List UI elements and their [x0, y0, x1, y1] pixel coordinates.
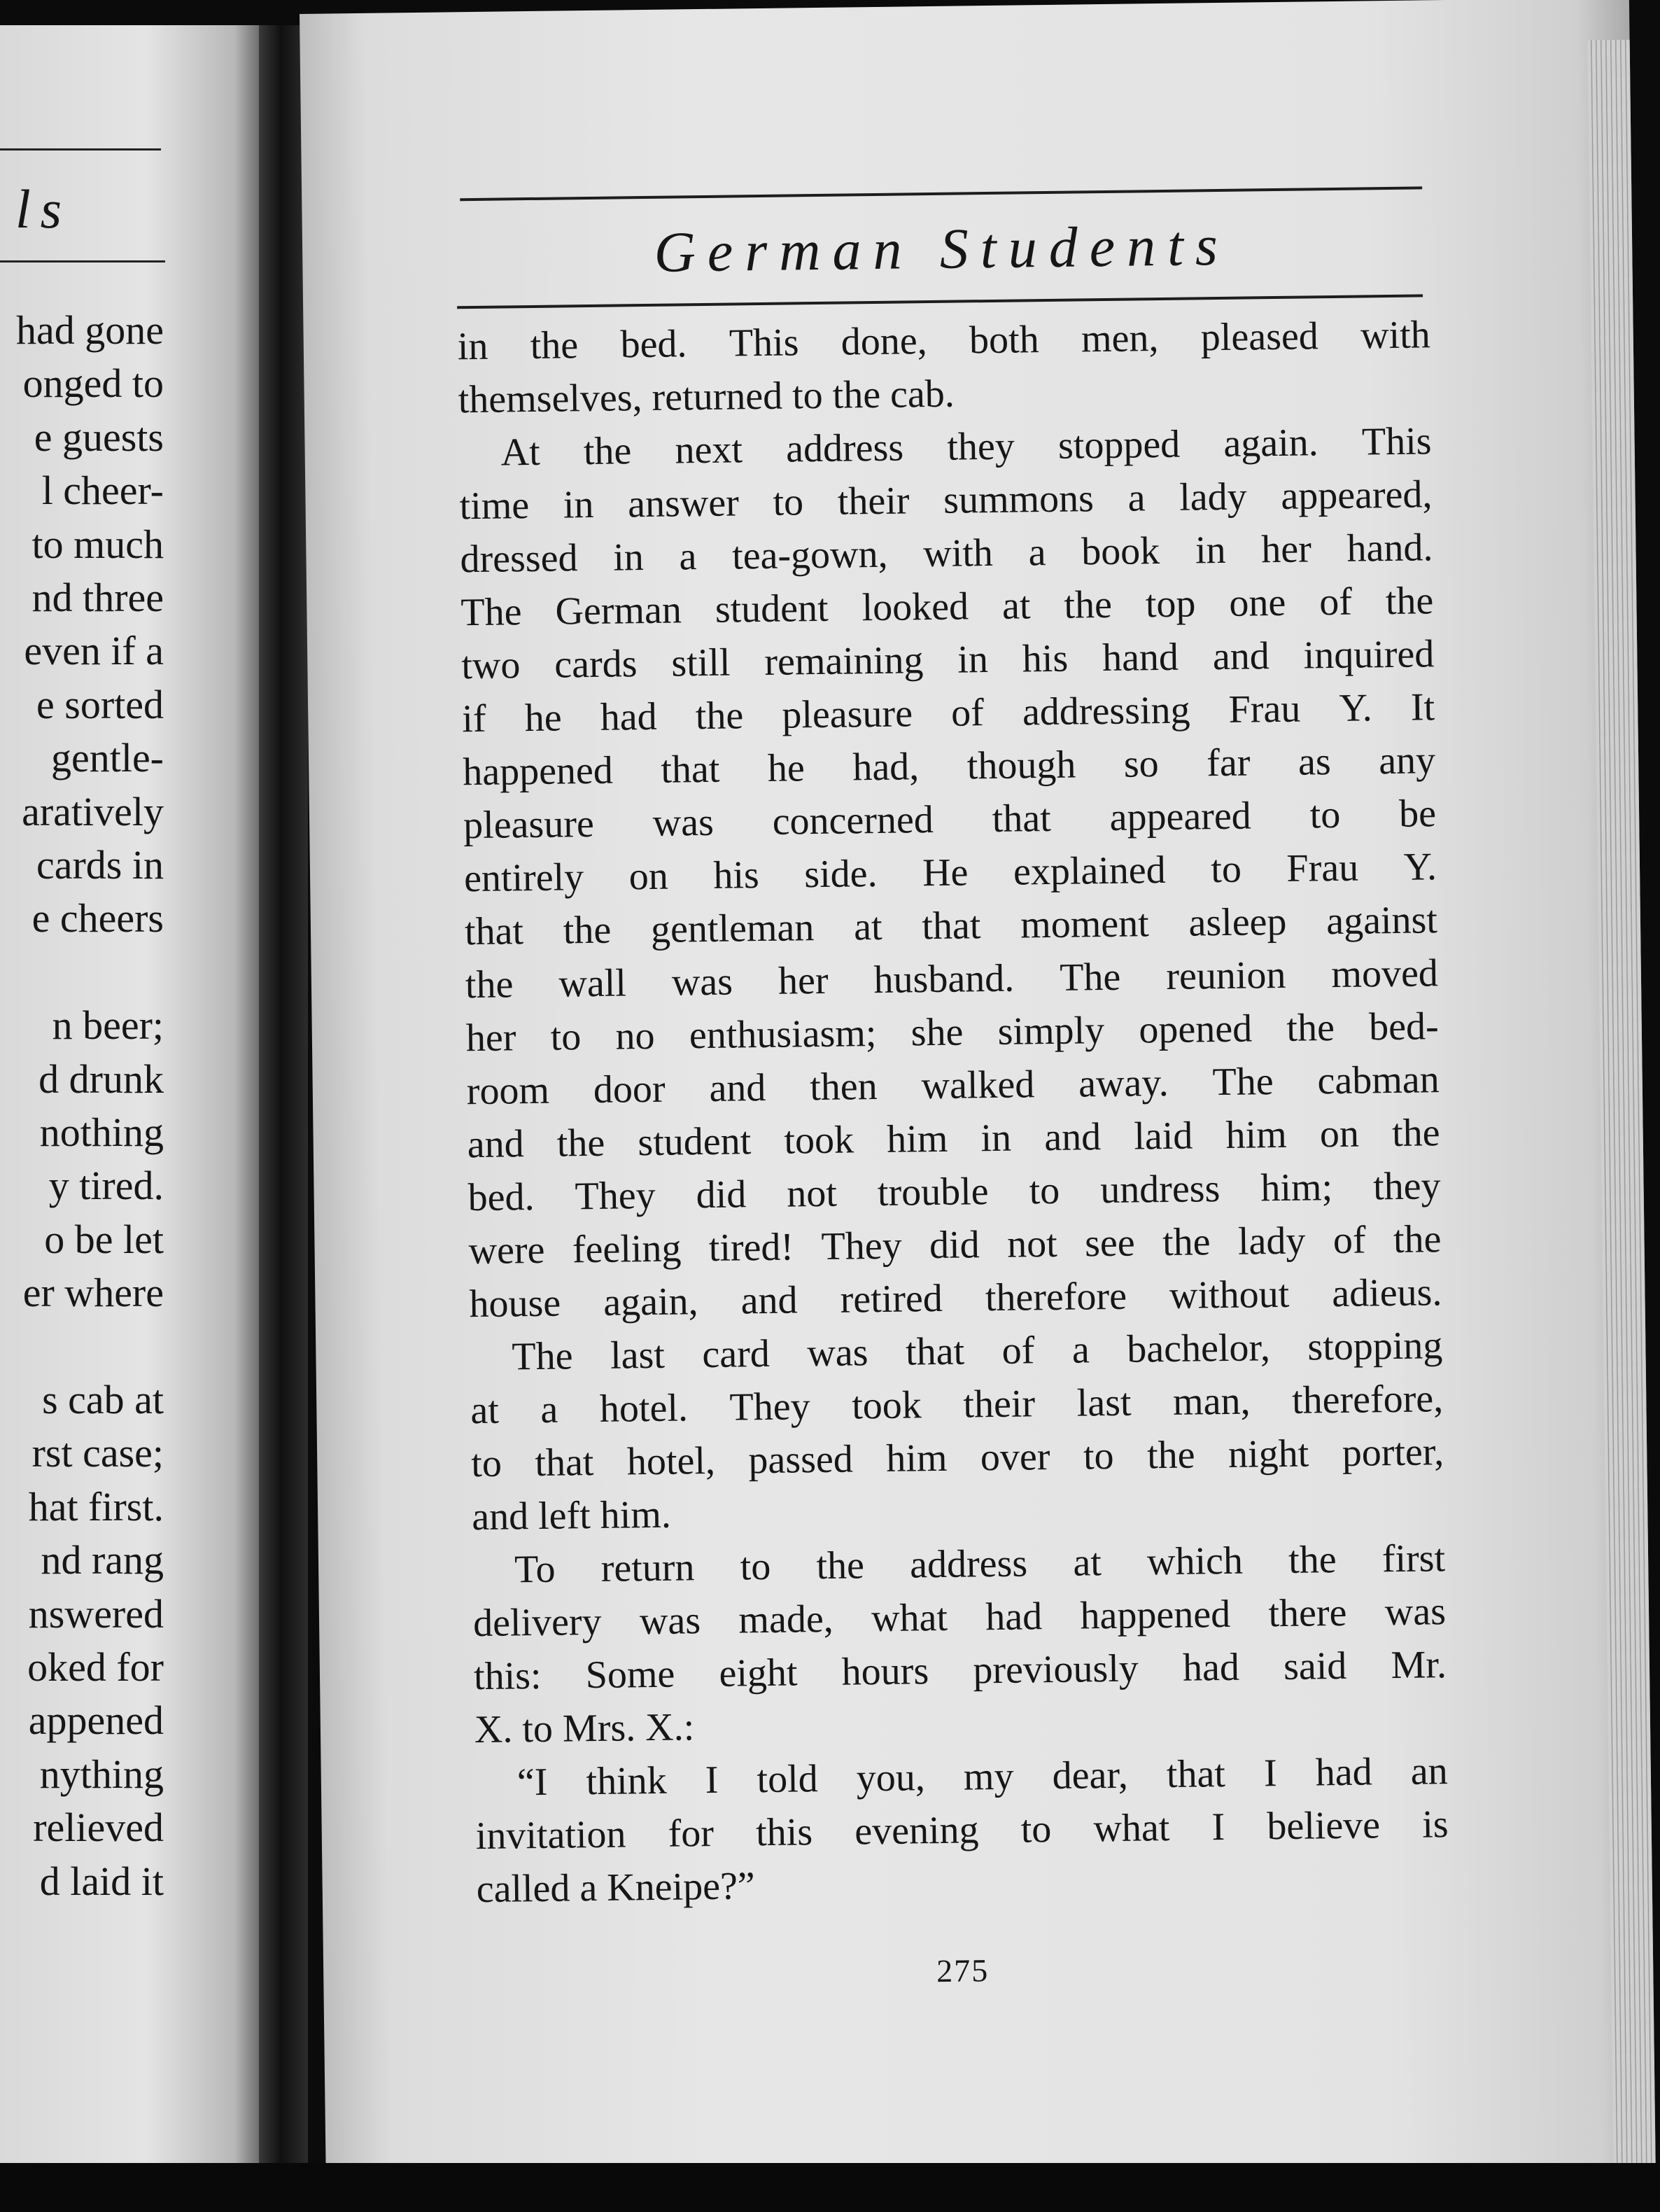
left-header-rule-top [0, 148, 161, 150]
text-line: called a Kneipe?” [476, 1864, 756, 1912]
left-text-line: e guests [34, 414, 164, 460]
left-text-line: rst case; [31, 1430, 164, 1476]
text-line: “I think I told you, my dear, that I had an [516, 1749, 1449, 1805]
text-line: two cards still remaining in his hand and inquired [461, 632, 1435, 688]
left-text-line: e sorted [36, 681, 164, 727]
text-line: this: Some eight hours previously had said Mr. [473, 1643, 1447, 1699]
text-line: if he had the pleasure of addressing Frau Y. It [461, 685, 1435, 741]
left-text-line: had gone [16, 307, 164, 353]
text-line: that the gentleman at that moment asleep against [464, 898, 1438, 954]
text-line: To return to the address at which the first [514, 1536, 1446, 1592]
body-text [457, 308, 1449, 1916]
text-line: at a hotel. They took their last man, therefore, [470, 1377, 1444, 1433]
left-text-line: d laid it [39, 1858, 164, 1904]
left-text-line: nything [39, 1751, 164, 1797]
left-text-line: nd rang [41, 1537, 164, 1583]
text-line: invitation for this evening to what I believe is [475, 1802, 1449, 1858]
text-line: time in answer to their summons a lady appeared, [459, 472, 1433, 528]
left-text-line: cards in [36, 842, 164, 888]
text-line: dressed in a tea-gown, with a book in her hand. [460, 526, 1433, 582]
text-line: The last card was that of a bachelor, stopping [512, 1324, 1443, 1379]
text-line: and left him. [471, 1492, 672, 1539]
text-line: themselves, returned to the cab. [458, 372, 955, 422]
left-text-line: relieved [33, 1805, 164, 1851]
left-text-line: e cheers [31, 895, 164, 941]
text-line: in the bed. This done, both men, pleased with [457, 313, 1431, 369]
text-line: X. to Mrs. X.: [474, 1705, 695, 1752]
left-text-line: s cab at [42, 1377, 164, 1422]
left-text-line: oked for [27, 1644, 164, 1690]
left-text-line: o be let [44, 1216, 164, 1262]
header-rule-bottom [457, 294, 1423, 309]
text-line: delivery was made, what had happened there was [472, 1590, 1447, 1646]
left-text-line: n beer; [52, 1002, 164, 1049]
text-line: entirely on his side. He explained to Frau Y. [463, 845, 1437, 901]
text-line: At the next address they stopped again. This [500, 419, 1432, 475]
text-line: happened that he had, though so far as any [462, 738, 1436, 794]
book-gutter [259, 25, 308, 2174]
page-number: 275 [936, 1952, 990, 1989]
left-text-line: nothing [39, 1110, 164, 1155]
left-text-line: hat first. [28, 1483, 164, 1530]
text-line: pleasure was concerned that appeared to be [463, 792, 1437, 848]
left-text-line: aratively [22, 788, 164, 834]
left-text-line: d drunk [38, 1056, 164, 1102]
text-line: to that hotel, passed him over to the night porter, [470, 1430, 1444, 1486]
text-line: the wall was her husband. The reunion moved [465, 951, 1439, 1007]
left-text-line: er where [22, 1270, 164, 1316]
left-text-line: y tired. [48, 1163, 164, 1209]
left-text-line: nd three [31, 575, 164, 620]
scan-border [0, 2163, 1660, 2212]
left-text-line: appened [28, 1698, 164, 1744]
text-line: room door and then walked away. The cabman [466, 1058, 1440, 1114]
left-text-line: even if a [24, 628, 164, 674]
running-head: German Students [654, 213, 1230, 284]
text-line: and the student took him in and laid him on the [467, 1111, 1440, 1167]
left-text-line: gentle- [50, 735, 164, 781]
text-line: were feeling tired! They did not see the lady of the [468, 1217, 1442, 1273]
left-running-head: ls [15, 178, 72, 239]
text-line: her to no enthusiasm; she simply opened the bed- [465, 1004, 1440, 1060]
text-line: house again, and retired therefore without adieus. [469, 1270, 1442, 1326]
left-header-rule-bottom [0, 260, 165, 262]
left-text-line: onged to [22, 360, 164, 407]
left-text-line: to much [31, 521, 164, 567]
left-text-line: nswered [28, 1590, 164, 1637]
page-edges [1588, 40, 1656, 2183]
right-page [300, 0, 1656, 2184]
left-facing-page [0, 25, 266, 2167]
text-line: bed. They did not trouble to undress him; they [467, 1164, 1441, 1220]
header-rule-top [460, 186, 1422, 201]
text-line: The German student looked at the top one of the [460, 579, 1434, 635]
left-text-line: l cheer- [41, 468, 164, 514]
